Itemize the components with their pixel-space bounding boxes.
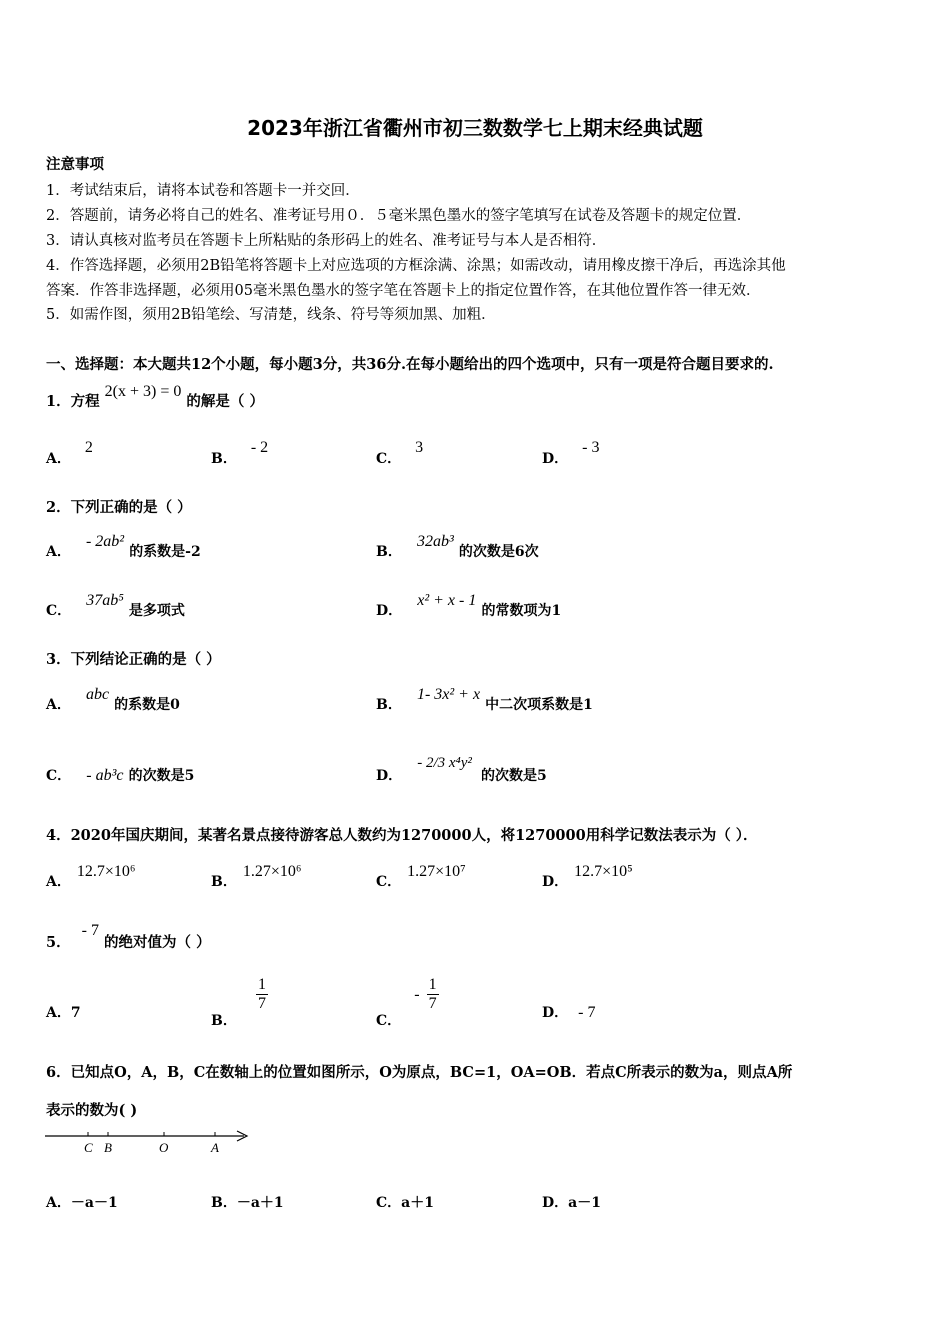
q4-option-c-value: 1.27×10⁷ xyxy=(407,863,466,880)
q1-equation: 2(x + 3) = 0 xyxy=(104,383,182,400)
q2-option-a-expr: - 2ab² xyxy=(85,533,125,550)
q3-option-c-expr: - ab³c xyxy=(86,767,124,784)
q5-option-b[interactable]: B． $\frac{1}{7}$ xyxy=(211,976,266,1029)
q4-option-a-value: 12.7×10⁶ xyxy=(76,863,136,880)
question-1 xyxy=(46,383,264,411)
q3-option-a-expr: abc xyxy=(85,686,110,703)
page-title: 2023年浙江省衢州市初三数数学七上期末经典试题 xyxy=(247,116,703,140)
q2-option-b-expr: 32ab³ xyxy=(416,533,454,550)
q6-option-a-value: －a－1 xyxy=(70,1195,118,1211)
note-item-4: 4．作答选择题，必须用2B铅笔将答题卡上对应选项的方框涂满、涂黑；如需改动，请用橡皮擦干净后，再选涂其他 xyxy=(46,258,786,274)
section-heading: 一、选择题：本大题共12个小题，每小题3分，共36分.在每小题给出的四个选项中，只有一项是符合题目要求的. xyxy=(46,356,774,373)
q3-option-b-expr: 1- 3x² + x xyxy=(416,686,481,703)
axis-label-b: B xyxy=(104,1140,112,1155)
q1-option-d[interactable]: D．- 3 xyxy=(542,439,600,467)
q4-option-a[interactable]: A．12.7×10⁶ xyxy=(46,863,136,890)
q1-number: 1．方程 xyxy=(46,393,100,410)
q1-option-d-value: - 3 xyxy=(582,439,600,456)
q1-option-c-value: 3 xyxy=(415,439,424,456)
q4-option-b-value: 1.27×10⁶ xyxy=(242,863,302,880)
q1-option-b-value: - 2 xyxy=(250,439,269,456)
number-line-figure xyxy=(44,1126,256,1158)
q5-option-c[interactable]: C． - $\frac{1}{7}$ xyxy=(376,976,437,1029)
q6-option-b[interactable]: B．－a＋1 xyxy=(211,1195,284,1211)
q3-option-a[interactable]: A． abc 的系数是0 xyxy=(46,686,180,713)
question-6-line-1: 6．已知点O，A，B，C在数轴上的位置如图所示，O为原点，BC=1，OA=OB．若点C所表示的数为a，则点A所 xyxy=(46,1064,793,1081)
q1-option-a[interactable]: A．2 xyxy=(46,439,93,467)
q3-option-d-expr: - 2/3 x⁴y² xyxy=(417,755,472,771)
q2-option-c[interactable]: C． 37ab⁵ 是多项式 xyxy=(46,592,185,619)
question-3: 3．下列结论正确的是（ ） xyxy=(46,651,221,668)
axis-label-a: A xyxy=(211,1140,219,1155)
q5-expr: - 7 xyxy=(81,922,99,939)
question-2: 2．下列正确的是（ ） xyxy=(46,499,192,516)
q5-option-d[interactable]: D． - 7 xyxy=(542,1004,596,1021)
q2-option-d-expr: x² + x - 1 xyxy=(417,592,477,609)
axis-label-o: O xyxy=(159,1140,169,1155)
q2-option-d[interactable]: D． x² + x - 1 的常数项为1 xyxy=(376,592,562,619)
q1-tail: 的解是（ ） xyxy=(186,393,264,410)
q5-number: 5． xyxy=(46,934,71,951)
note-item-2: 2．答题前，请务必将自己的姓名、准考证号用０．５毫米黑色墨水的签字笔填写在试卷及答题卡的规定位置． xyxy=(46,208,752,224)
q2-option-b[interactable]: B． 32ab³ 的次数是6次 xyxy=(376,533,539,560)
q6-option-a[interactable]: A．－a－1 xyxy=(46,1195,118,1211)
q1-option-b[interactable]: B．- 2 xyxy=(211,439,269,467)
q2-option-a[interactable]: A． - 2ab² 的系数是-2 xyxy=(46,533,201,560)
question-6-line-2: 表示的数为( ) xyxy=(46,1102,138,1119)
q6-option-b-value: －a＋1 xyxy=(236,1195,284,1211)
q5-option-c-value: $\frac{1}{7}$ xyxy=(428,976,437,1012)
q5-option-a-value: 7 xyxy=(70,1005,81,1021)
q1-option-a-value: 2 xyxy=(84,439,93,456)
q6-option-c-value: a＋1 xyxy=(401,1195,434,1211)
q5-option-d-value: - 7 xyxy=(578,1004,596,1021)
q2-option-c-expr: 37ab⁵ xyxy=(86,592,124,609)
q4-option-d[interactable]: D．12.7×10⁵ xyxy=(542,863,633,890)
q5-option-a[interactable]: A．7 xyxy=(46,1005,81,1021)
q3-option-b[interactable]: B． 1- 3x² + x 中二次项系数是1 xyxy=(376,686,593,713)
note-item-3: 3．请认真核对监考员在答题卡上所粘贴的条形码上的姓名、准考证号与本人是否相符． xyxy=(46,233,607,249)
q6-option-d-value: a－1 xyxy=(568,1195,601,1211)
q6-option-d[interactable]: D．a－1 xyxy=(542,1195,601,1211)
question-4: 4．2020年国庆期间，某著名景点接待游客总人数约为1270000人，将1270000用科学记数法表示为（ ）． xyxy=(46,827,758,844)
axis-label-c: C xyxy=(84,1140,93,1155)
q1-option-c[interactable]: C．3 xyxy=(376,439,424,467)
q6-option-c[interactable]: C．a＋1 xyxy=(376,1195,434,1211)
q4-option-d-value: 12.7×10⁵ xyxy=(574,863,633,880)
q3-option-d[interactable]: D． - 2/3 x⁴y² 的次数是5 xyxy=(376,755,547,784)
q4-option-b[interactable]: B．1.27×10⁶ xyxy=(211,863,302,890)
q5-tail: 的绝对值为（ ） xyxy=(104,934,211,951)
q3-option-c[interactable]: C． - ab³c 的次数是5 xyxy=(46,767,195,784)
note-item-5: 5．如需作图，须用2B铅笔绘、写清楚，线条、符号等须加黑、加粗． xyxy=(46,307,496,323)
question-5 xyxy=(46,922,211,952)
note-item-4-cont: 答案．作答非选择题，必须用05毫米黑色墨水的签字笔在答题卡上的指定位置作答，在其他位置作答一律无效． xyxy=(46,283,761,299)
notes-heading: 注意事项 xyxy=(46,156,104,173)
note-item-1: 1．考试结束后，请将本试卷和答题卡一并交回． xyxy=(46,183,360,199)
q4-option-c[interactable]: C．1.27×10⁷ xyxy=(376,863,466,890)
q5-option-b-value: $\frac{1}{7}$ xyxy=(257,976,266,1012)
